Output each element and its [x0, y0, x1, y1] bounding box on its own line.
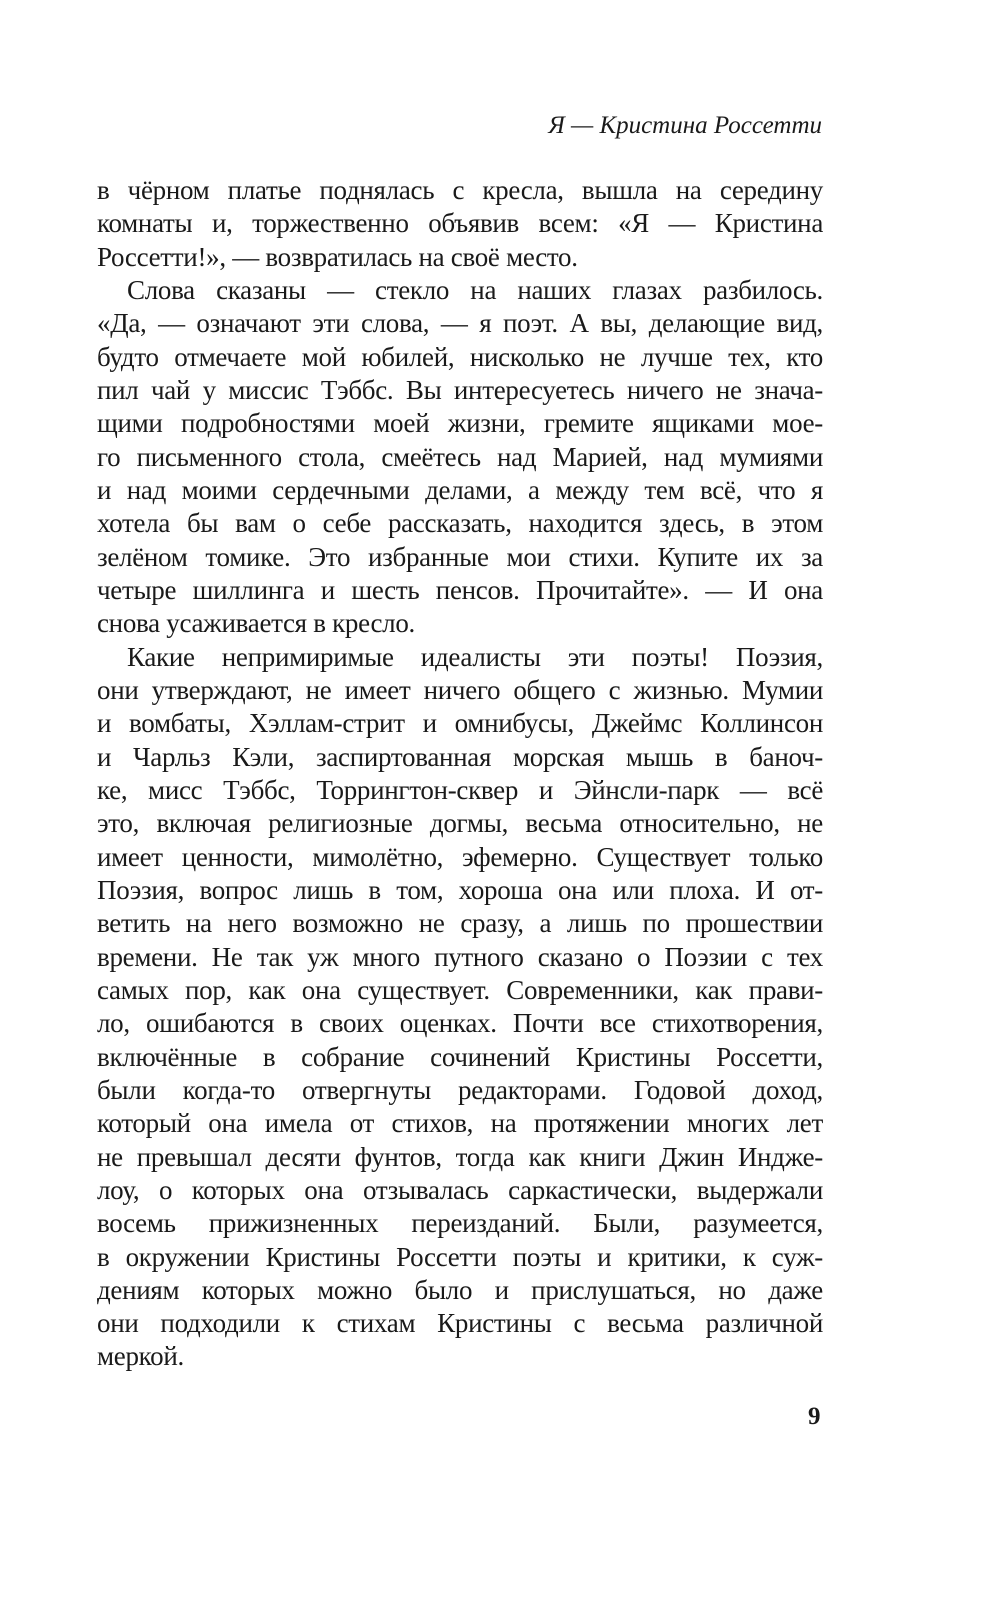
body-text — [97, 174, 823, 1374]
text-line: пил чай у миссис Тэббс. Вы интересуетесь ничего не знача- — [97, 374, 823, 405]
text-line: и над моими сердечными делами, а между тем всё, что я — [97, 474, 823, 505]
text-line: Поэзия, вопрос лишь в том, хороша она или плоха. И от- — [97, 874, 823, 905]
paragraph — [97, 641, 823, 1374]
text-line: меркой. — [97, 1341, 184, 1372]
text-line: самых пор, как она существует. Современники, как прави- — [97, 974, 823, 1005]
text-line: в окружении Кристины Россетти поэты и критики, к суж- — [97, 1241, 823, 1272]
text-line: восемь прижизненных переизданий. Были, разумеется, — [97, 1208, 823, 1239]
paragraph — [97, 274, 823, 641]
text-line: и вомбаты, Хэллам-стрит и омнибусы, Джеймс Коллинсон — [97, 708, 823, 739]
text-line: дениям которых можно было и прислушаться, но даже — [97, 1274, 823, 1305]
text-line: «Да, — означают эти слова, — я поэт. А вы, делающие вид, — [97, 308, 823, 339]
page-number: 9 — [808, 1403, 821, 1430]
text-line: это, включая религиозные догмы, весьма относительно, не — [97, 808, 823, 839]
text-line: который она имела от стихов, на протяжении многих лет — [97, 1108, 823, 1139]
running-head: Я — Кристина Россетти — [548, 112, 822, 139]
text-line: Россетти!», — возвратилась на своё место. — [97, 241, 578, 272]
text-line: включённые в собрание сочинений Кристины Россетти, — [97, 1041, 823, 1072]
text-line: имеет ценности, мимолётно, эфемерно. Существует только — [97, 841, 823, 872]
paragraph — [97, 174, 823, 274]
text-line: они утверждают, не имеет ничего общего с жизнью. Мумии — [97, 674, 823, 705]
text-line: снова усаживается в кресло. — [97, 608, 415, 639]
text-line: зелёном томике. Это избранные мои стихи. Купите их за — [97, 541, 823, 572]
text-line: не превышал десяти фунтов, тогда как книги Джин Индже- — [97, 1141, 823, 1172]
text-line: Какие непримиримые идеалисты эти поэты! Поэзия, — [127, 641, 823, 672]
text-line: четыре шиллинга и шесть пенсов. Прочитайте». — И она — [97, 574, 823, 605]
text-line: хотела бы вам о себе рассказать, находится здесь, в этом — [97, 508, 823, 539]
text-line: щими подробностями моей жизни, гремите ящиками мое- — [97, 408, 823, 439]
text-line: будто отмечаете мой юбилей, нисколько не лучше тех, кто — [97, 341, 823, 372]
text-line: в чёрном платье поднялась с кресла, вышла на середину — [97, 175, 823, 205]
text-line: ло, ошибаются в своих оценках. Почти все стихотворения, — [97, 1008, 823, 1039]
text-line: ке, мисс Тэббс, Торрингтон-сквер и Эйнсли-парк — всё — [97, 774, 823, 805]
text-line: и Чарльз Кэли, заспиртованная морская мышь в баноч- — [97, 741, 823, 772]
text-line: времени. Не так уж много путного сказано о Поэзии с тех — [97, 941, 823, 972]
text-line: они подходили к стихам Кристины с весьма различной — [97, 1308, 823, 1339]
text-line: го письменного стола, смеётесь над Марией, над мумиями — [97, 441, 823, 472]
text-line: лоу, о которых она отзывалась саркастически, выдержали — [97, 1174, 823, 1205]
text-line: Слова сказаны — стекло на наших глазах разбилось. — [127, 274, 823, 305]
text-line: комнаты и, торжественно объявив всем: «Я — Кристина — [97, 208, 823, 239]
text-line: были когда-то отвергнуты редакторами. Годовой доход, — [97, 1074, 823, 1105]
text-line: ветить на него возможно не сразу, а лишь по прошествии — [97, 908, 823, 939]
